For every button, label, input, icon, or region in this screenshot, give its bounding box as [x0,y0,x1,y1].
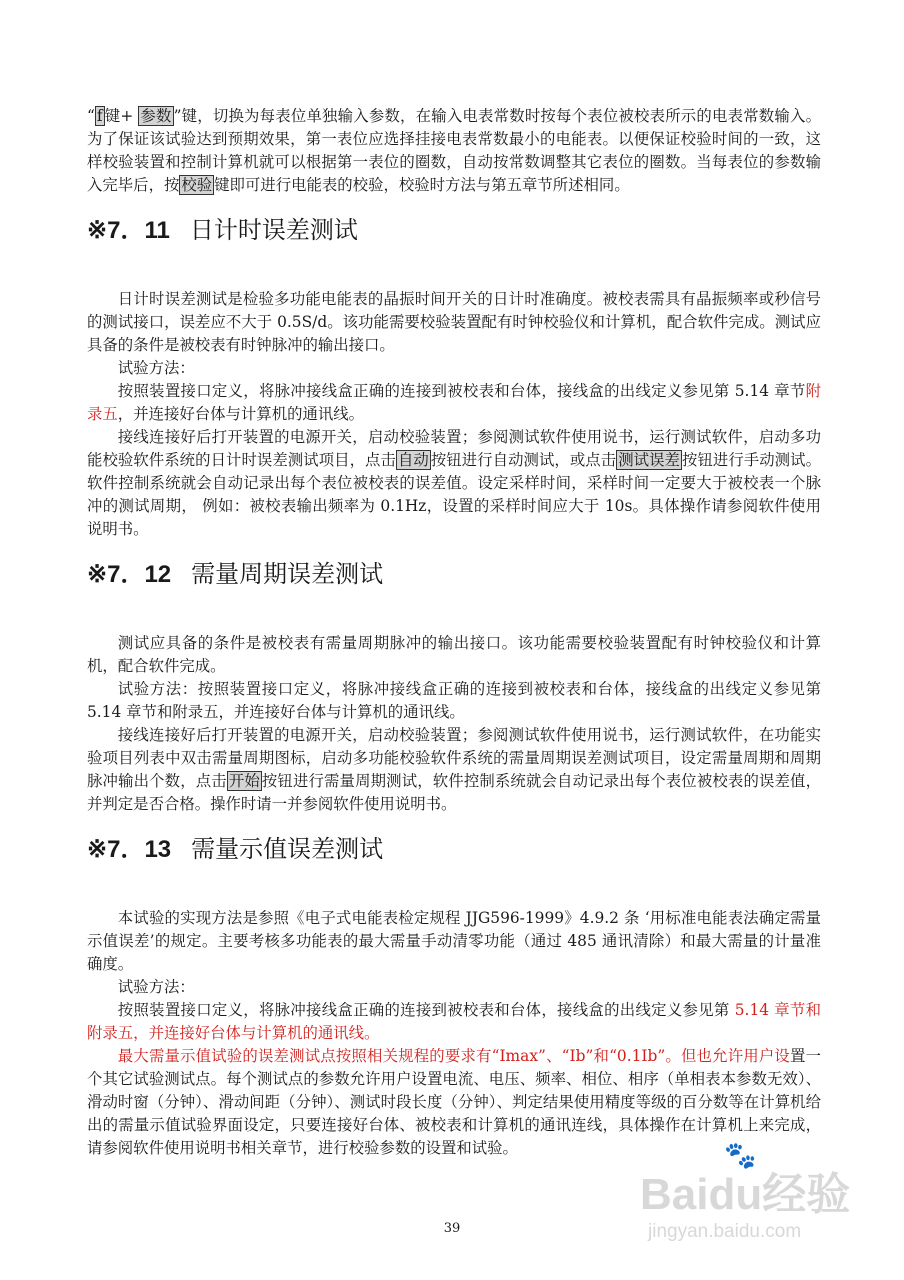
text-run: 按钮进行手动测试。软件控制系统就会自动记录出每个表位被校表的误差值。设定采样时间，采样时间一定要大于被校表一个脉冲的测试周期， 例如：被校表输出频率为 0.1Hz，设置的采样时间应大于 10s。具体操作请参阅软件使用说明书。 [87,451,821,538]
paragraph [87,999,821,1045]
key-label: 自动 [397,451,429,469]
paw-icon: 🐾 [724,1140,757,1170]
intro-block [87,105,821,197]
highlighted-text: 附录五 [87,382,821,423]
heading-title: 需量周期误差测试 [191,560,384,588]
text-run: 按钮进行需量周期测试，软件控制系统就会自动记录出每个表位被校表的误差值，并判定是否合格。操作时请一并参阅软件使用说明书。 [87,772,821,813]
heading-7-12 [87,559,821,590]
section-7-12-body [87,632,821,816]
key-label: 测试误差 [618,451,680,469]
text-run: 按照装置接口定义，将脉冲接线盒正确的连接到被校表和台体，接线盒的出线定义参见第 [117,1001,735,1019]
heading-number: ※7．13 [87,836,172,863]
text-run: 本试验的实现方法是参照《电子式电能表检定规程 JJG596-1999》4.9.2 条 ‘用标准电能表法确定需量示值误差’的规定。主要考核多功能表的最大需量手动清零功能（通过 485 通讯清除）和最大需量的计量准确度。 [87,909,821,973]
text-run: ”键，切换为每表位单独输入参数，在输入电表常数时按每个表位被校表所示的电表常数输入。为了保证该试验达到预期效果，第一表位应选择挂接电表常数最小的电能表。以便保证校验时间的一致，这样校验装置和控制计算机就可以根据第一表位的圈数，自动按常数调整其它表位的圈数。当每表位的参数输入完毕后，按 [87,107,821,194]
text-run: 试验方法： [117,359,195,377]
heading-number: ※7．12 [87,561,172,588]
section-7-11-body [87,288,821,541]
text-run: “ [87,107,95,125]
paragraph [87,426,821,541]
section-7-13-body [87,907,821,1160]
key-label: 校验 [181,176,213,194]
text-run: 接线连接好后打开装置的电源开关，启动校验装置；参阅测试软件使用说书，运行测试软件，启动多功能校验软件系统的日计时误差测试项目，点击 [87,428,821,469]
text-run: 试验方法：按照装置接口定义，将脉冲接线盒正确的连接到被校表和台体，接线盒的出线定义参见第 5.14 章节和附录五，并连接好台体与计算机的通讯线。 [87,680,821,721]
highlighted-text: 5.14 章节和附录五，并连接好台体与计算机的通讯线。 [87,1001,821,1042]
paragraph [87,632,821,678]
heading-number: ※7．11 [87,217,170,244]
text-run: 键+ [104,107,139,125]
highlighted-text: 最大需量示值试验的误差测试点按照相关规程的要求有“Imax”、“Ib”和“0.1Ib”。但也允许用户设 [117,1047,791,1065]
paragraph [87,380,821,426]
heading-title: 日计时误差测试 [189,216,358,244]
text-run: 测试应具备的条件是被校表有需量周期脉冲的输出接口。该功能需要校验装置配有时钟校验仪和计算机，配合软件完成。 [87,634,821,675]
text-run: ，并连接好台体与计算机的通讯线。 [117,405,365,423]
paragraph [87,724,821,816]
paragraph [87,907,821,976]
watermark-url: jingyan.baidu.com [648,1221,802,1242]
watermark-logo: Baidu经验 [640,1170,851,1219]
text-run: 置一个其它试验测试点。每个测试点的参数允许用户设置电流、电压、频率、相位、相序（单相表本参数无效）、滑动时窗（分钟）、滑动间距（分钟）、测试时段长度（分钟）、判定结果使用精度等级的百分数等在计算机给出的需量示值试验界面设定，只要连接好台体、被校表和计算机的通讯连线，具体操作在计算机上来完成，请参阅软件使用说明书相关章节，进行校验参数的设置和试验。 [87,1047,821,1157]
heading-7-11 [87,215,821,246]
paragraph [87,105,821,197]
paragraph [87,288,821,357]
paragraph [87,976,821,999]
text-run: 按钮进行自动测试，或点击 [430,451,617,469]
key-label: 参数 [140,107,172,125]
text-run: 试验方法： [117,978,195,996]
baidu-watermark [640,1140,880,1244]
paragraph [87,678,821,724]
page-number: 39 [443,1221,461,1236]
text-run: 按照装置接口定义，将脉冲接线盒正确的连接到被校表和台体，接线盒的出线定义参见第 5.14 章节 [117,382,806,400]
heading-7-13 [87,834,821,865]
paragraph [87,357,821,380]
text-run: 接线连接好后打开装置的电源开关，启动校验装置；参阅测试软件使用说书，运行测试软件，在功能实验项目列表中双击需量周期图标，启动多功能校验软件系统的需量周期误差测试项目，设定需量周期和周期脉冲输出个数，点击 [87,726,821,790]
key-label: f [96,107,103,125]
key-label: 开始 [228,772,260,790]
heading-title: 需量示值误差测试 [191,835,384,863]
text-run: 键即可进行电能表的校验，校验时方法与第五章节所述相同。 [214,176,630,194]
text-run: 日计时误差测试是检验多功能电能表的晶振时间开关的日计时准确度。被校表需具有晶振频率或秒信号的测试接口，误差应不大于 0.5S/d。该功能需要校验装置配有时钟校验仪和计算机，配合软件完成。测试应具备的条件是被校表有时钟脉冲的输出接口。 [87,290,821,354]
